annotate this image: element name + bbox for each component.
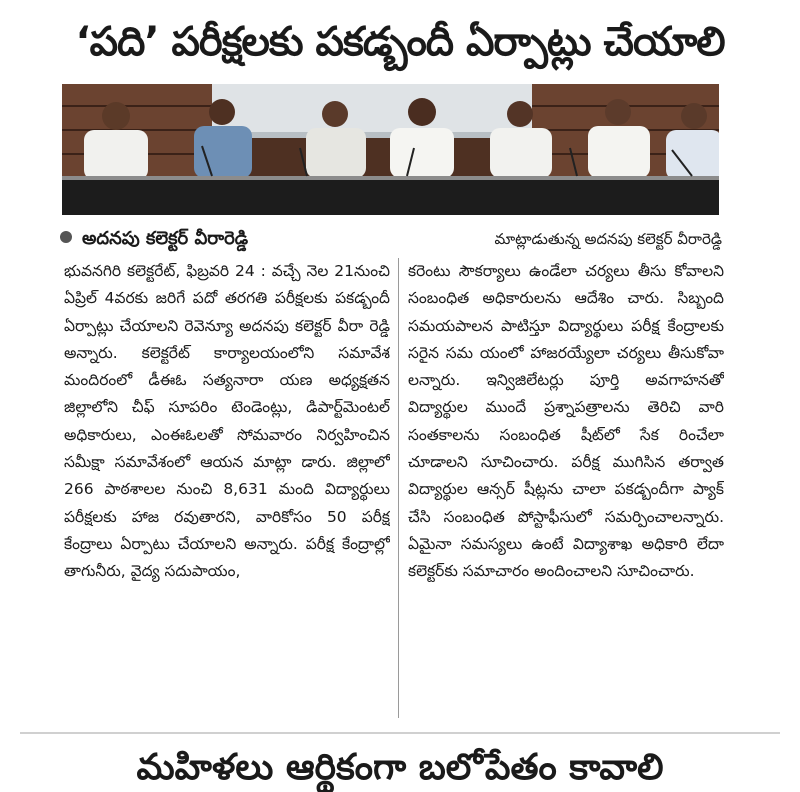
section-rule [20,732,780,734]
bullet-icon [60,231,72,243]
photo-caption-left [60,224,390,254]
article-column-right: కరెంటు సౌకర్యాలు ఉండేలా చర్యలు తీసు కోవాలని సంబంధిత అధికారులను ఆదేశిం చారు. సిబ్బంది సమయపాలన పాటిస్తూ విద్యార్థులు పరీక్ష కేంద్రాలకు సరైన సమ యంలో హాజరయ్యేలా చర్యలు తీసుకోవా లన్నారు. ఇన్విజిలేటర్లు పూర్తి అవగాహనతో విద్యార్థుల ముందే ప్రశ్నాపత్రాలను తెరిచి వారి సంతకాలను సంబంధిత షీట్‌లో సేక రించేలా చూడాలని సూచించారు. పరీక్ష ముగిసిన తర్వాత విద్యార్థుల ఆన్సర్‌ షీట్లను చాలా పకడ్బందీగా ప్యాక్‌ చేసి సంబంధిత పోస్టాఫీసులో సమర్పించాలన్నారు. ఏమైనా సమస్యలు ఉంటే విద్యాశాఖ అధికారి లేదా కలెక్టర్‌కు సమాచారం అందించాలని సూచించారు. [408,262,724,581]
next-headline: మహిళలు ఆర్థికంగా బలోపేతం కావాలి [136,747,664,788]
caption-left-text: అదనపు కలెక్టర్‌ వీరారెడ్డి [82,228,249,249]
headline: ‘పది’ పరీక్షలకు పకడ్బందీ ఏర్పాట్లు చేయాలి [75,19,725,65]
article-column-left: భువనగిరి కలెక్టరేట్‌, ఫిబ్రవరి 24 : వచ్చే నెల 21నుంచి ఏప్రిల్‌ 4వరకు జరిగే పదో తరగతి పరీక్షలకు పకడ్బందీ ఏర్పాట్లు చేయాలని రెవెన్యూ అదనపు కలెక్టర్‌ వీరా రెడ్డి అన్నారు. కలెక్టరేట్‌ కార్యాలయంలోని సమావేశ మందిరంలో డీఈఓ సత్యనారా యణ అధ్యక్షతన జిల్లాలోని చీఫ్‌ సూపరిం టెండెంట్లు, డిపార్ట్‌మెంటల్‌ అధికారులు, ఎంఈఓలతో సోమవారం నిర్వహించిన సమీక్షా సమావేశంలో ఆయన మాట్లా డారు. జిల్లాలో 266 పాఠశాలల నుంచి 8,631 మంది విద్యార్థులు పరీక్షలకు హాజ రవుతారని, వారికోసం 50 పరీక్ష కేంద్రాలు ఏర్పాటు చేయాలని అన్నారు. పరీక్ష కేంద్రాల్లో తాగునీరు, వైద్య సదుపాయం, [64,262,390,581]
photo-caption-right: మాట్లాడుతున్న అదనపు కలెక్టర్‌ వీరారెడ్డి [494,230,722,248]
column-divider [398,258,399,718]
meeting-photo [62,84,719,215]
